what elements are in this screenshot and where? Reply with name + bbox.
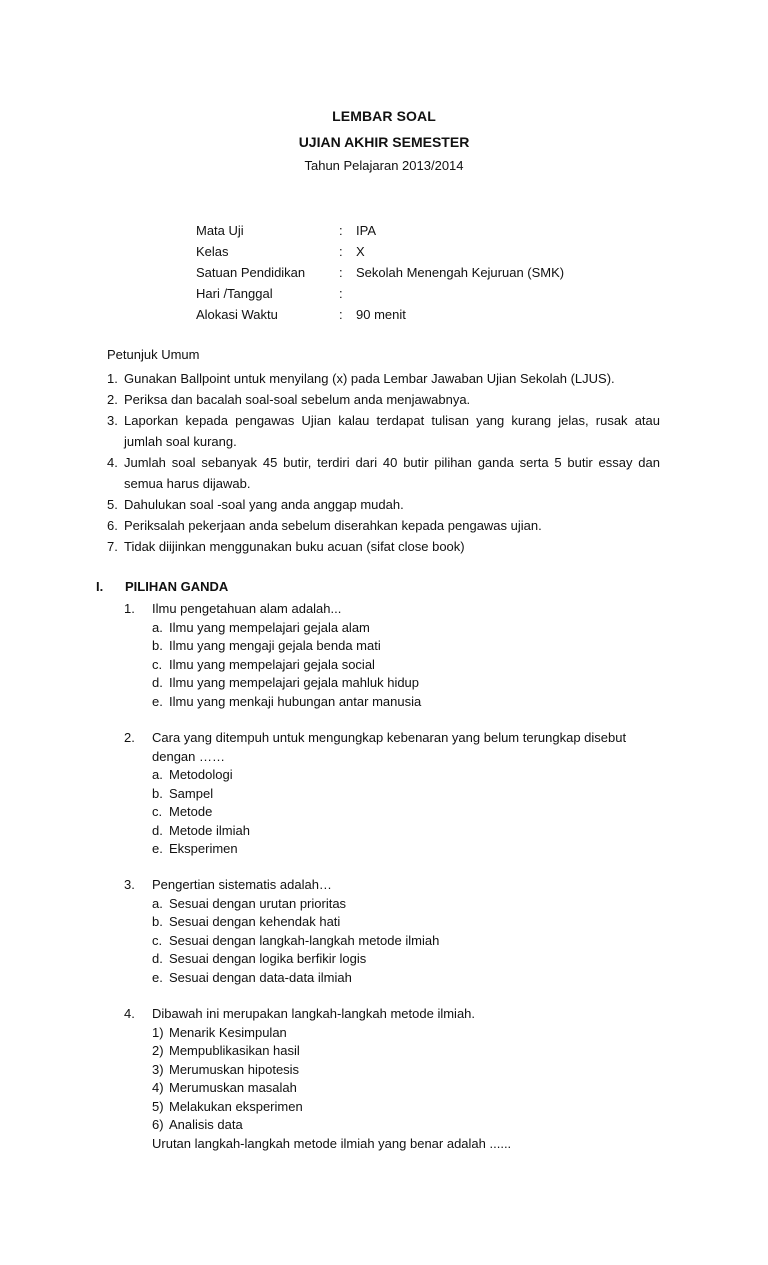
section-title: PILIHAN GANDA [125,579,229,594]
instruction-item [107,389,660,410]
instruction-number: 4. [107,455,118,470]
info-label: Mata Uji [196,223,244,238]
instruction-item [107,536,660,557]
option-text: Metode [169,804,213,819]
instruction-text: Laporkan kepada pengawas Ujian kalau terdapat tulisan yang kurang jelas, rusak atau jumlah soal kurang. [124,413,660,449]
document-title: LEMBAR SOAL [332,108,436,124]
question-2 [124,729,664,859]
instruction-number: 7. [107,539,118,554]
answer-option [124,637,664,656]
info-colon: : [339,223,343,238]
option-text: Metode ilmiah [169,822,250,838]
info-colon: : [339,244,343,259]
option-key: 5) [152,1098,164,1114]
option-text: Ilmu yang mempelajari gejala mahluk hidup [169,675,420,690]
info-value: IPA [356,223,376,238]
question-number: 1. [124,601,135,616]
instruction-item [107,452,660,494]
option-key: d. [152,951,163,966]
option-text: Ilmu yang mempelajari gejala alam [169,619,370,635]
option-text: Sampel [169,785,214,801]
answer-option [124,656,664,675]
option-key: e. [152,693,163,709]
instruction-number: 5. [107,497,118,512]
option-key: 3) [152,1061,164,1077]
instruction-text: Tidak diijinkan menggunakan buku acuan (sifat close book) [124,539,465,554]
question-text: Dibawah ini merupakan langkah-langkah metode ilmiah. [152,1006,476,1021]
instruction-item [107,494,660,515]
answer-option [124,785,664,804]
option-text: Sesuai dengan urutan prioritas [169,895,347,911]
option-key: c. [152,804,163,819]
question-number: 3. [124,877,135,892]
info-label: Kelas [196,244,229,259]
option-key: b. [152,914,163,929]
option-key: a. [152,619,163,635]
document-subtitle: UJIAN AKHIR SEMESTER [298,134,470,150]
option-key: a. [152,895,163,911]
option-key: 2) [152,1043,164,1058]
answer-option [124,803,664,822]
instructions-list [107,368,660,557]
question-text: Ilmu pengetahuan alam adalah... [152,601,342,616]
option-key: b. [152,785,163,801]
question-number: 4. [124,1006,135,1021]
info-row-duration [196,304,616,325]
info-row-subject [196,220,616,241]
question-text: Pengertian sistematis adalah… [152,877,332,892]
section-number: I. [96,579,104,594]
instruction-item [107,515,660,536]
option-text: Sesuai dengan kehendak hati [169,914,341,929]
info-label: Satuan Pendidikan [196,265,306,280]
option-key: 1) [152,1024,164,1040]
option-text: Ilmu yang mengaji gejala benda mati [169,638,381,653]
answer-option [124,693,664,712]
option-text: Sesuai dengan data-data ilmiah [169,969,352,985]
instruction-text: Gunakan Ballpoint untuk menyilang (x) pada Lembar Jawaban Ujian Sekolah (LJUS). [124,371,615,386]
option-text: Metodologi [169,767,233,782]
instruction-text: Periksalah pekerjaan anda sebelum diserahkan kepada pengawas ujian. [124,518,542,533]
instruction-item [107,410,660,452]
option-text: Ilmu yang menkaji hubungan antar manusia [169,693,422,709]
instruction-number: 2. [107,392,118,407]
option-text: Mempublikasikan hasil [169,1043,300,1058]
info-label: Hari /Tanggal [196,286,273,301]
option-key: d. [152,822,163,838]
question-stem [124,1005,664,1024]
question-stem [124,876,664,895]
answer-option [124,950,664,969]
question-stem [124,600,664,619]
instruction-text: Periksa dan bacalah soal-soal sebelum anda menjawabnya. [124,392,471,407]
answer-option [124,1079,664,1098]
option-text: Melakukan eksperimen [169,1098,303,1114]
answer-option [124,932,664,951]
instructions-heading: Petunjuk Umum [107,347,200,362]
info-colon: : [339,265,343,280]
answer-option [124,1098,664,1117]
question-followup: Urutan langkah-langkah metode ilmiah yang benar adalah ...... [152,1135,512,1151]
info-colon: : [339,307,343,322]
option-key: a. [152,767,163,782]
option-key: c. [152,656,163,672]
question-number: 2. [124,730,135,745]
answer-option [124,1024,664,1043]
option-key: 4) [152,1080,164,1095]
option-text: Eksperimen [169,841,238,856]
academic-year: Tahun Pelajaran 2013/2014 [304,158,464,173]
question-3 [124,876,664,987]
option-text: Merumuskan hipotesis [169,1061,300,1077]
question-4 [124,1005,664,1153]
answer-option [124,840,664,859]
option-text: Menarik Kesimpulan [169,1024,287,1040]
answer-option [124,1042,664,1061]
question-1 [124,600,664,711]
info-row-class [196,241,616,262]
info-value: X [356,244,365,259]
info-value: Sekolah Menengah Kejuruan (SMK) [356,265,565,280]
exam-info [196,220,616,325]
answer-option [124,619,664,638]
option-text: Merumuskan masalah [169,1080,297,1095]
answer-option [124,766,664,785]
instruction-number: 6. [107,518,118,533]
info-label: Alokasi Waktu [196,307,278,322]
option-key: 6) [152,1117,164,1132]
info-colon: : [339,286,343,301]
answer-option [124,913,664,932]
instruction-item [107,368,660,389]
option-key: b. [152,638,163,653]
info-row-school [196,262,616,283]
option-text: Analisis data [169,1117,243,1132]
answer-option [124,1061,664,1080]
question-text: Cara yang ditempuh untuk mengungkap kebenaran yang belum terungkap disebut dengan …… [152,730,627,764]
instruction-number: 3. [107,413,118,428]
instruction-text: Dahulukan soal -soal yang anda anggap mudah. [124,497,404,512]
answer-option [124,674,664,693]
answer-option [124,895,664,914]
instruction-text: Jumlah soal sebanyak 45 butir, terdiri dari 40 butir pilihan ganda serta 5 butir essay dan semua harus dijawab. [124,455,660,491]
question-stem [124,729,664,766]
option-key: e. [152,969,163,985]
option-key: e. [152,841,163,856]
option-text: Sesuai dengan langkah-langkah metode ilmiah [169,932,440,948]
answer-option [124,969,664,988]
info-row-date [196,283,616,304]
option-text: Ilmu yang mempelajari gejala social [169,656,375,672]
option-key: d. [152,675,163,690]
info-value: 90 menit [356,307,406,322]
answer-option [124,822,664,841]
option-text: Sesuai dengan logika berfikir logis [169,951,367,966]
instruction-number: 1. [107,371,118,386]
option-key: c. [152,932,163,948]
answer-option [124,1116,664,1135]
